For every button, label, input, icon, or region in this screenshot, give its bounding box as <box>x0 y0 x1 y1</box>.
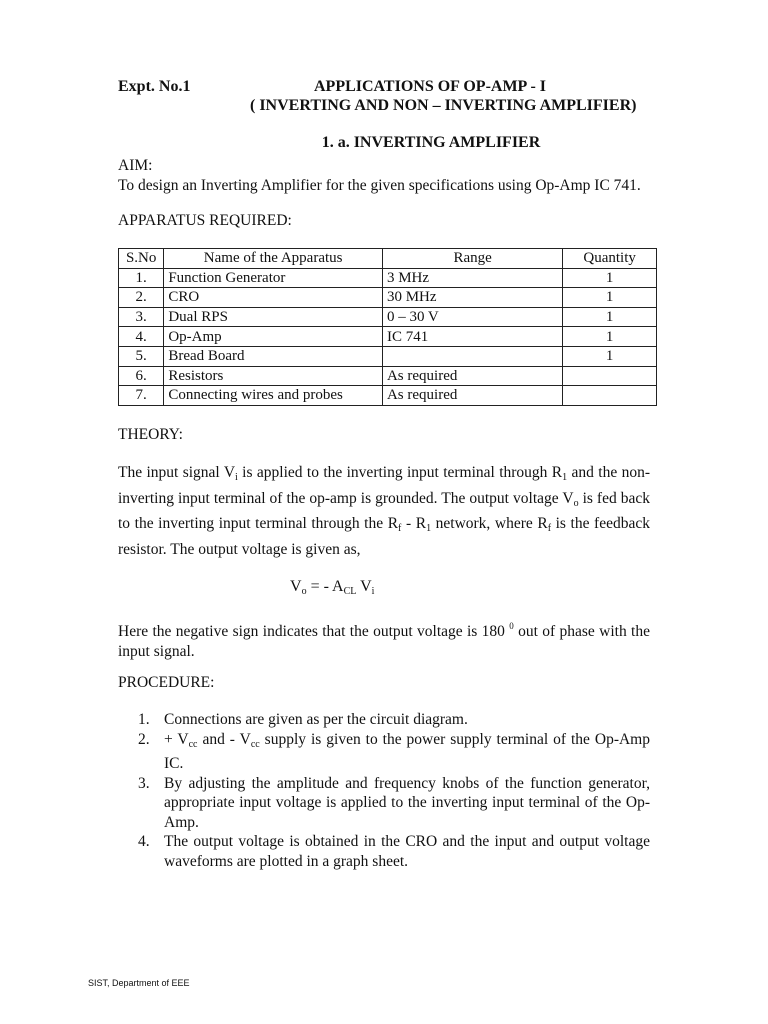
formula-part: = - A <box>306 578 344 595</box>
cell-name: Bread Board <box>164 346 383 366</box>
table-row <box>119 268 657 288</box>
subscript: o <box>301 586 307 597</box>
step-text: and - V <box>197 730 251 748</box>
theory-text: is the feedback resistor. The output voltage is given as, <box>118 515 650 558</box>
cell-range: 3 MHz <box>382 268 562 288</box>
phase-text: Here the negative sign indicates that the output voltage is 180 <box>118 623 510 640</box>
formula-part: V <box>356 578 372 595</box>
list-item <box>138 730 650 774</box>
cell-sno: 6. <box>119 366 164 386</box>
superscript: 0 <box>509 621 514 631</box>
step-text: The output voltage is obtained in the CRO and the input and output voltage waveforms are plotted in a graph sheet. <box>164 833 650 870</box>
table-row <box>119 346 657 366</box>
cell-name: Dual RPS <box>164 307 383 327</box>
cell-range: 0 – 30 V <box>382 307 562 327</box>
theory-text: and the non-inverting input terminal of the op-amp is grounded. The output voltage V <box>118 464 651 507</box>
phase-text: out of phase with the input signal. <box>118 623 650 660</box>
step-number: 3. <box>138 774 150 792</box>
cell-range: 30 MHz <box>382 288 562 308</box>
table-header-row <box>119 249 657 269</box>
cell-quantity: 1 <box>563 268 657 288</box>
step-number: 1. <box>138 711 150 728</box>
apparatus-table <box>118 248 657 406</box>
subscript: 1 <box>426 523 432 534</box>
subscript: f <box>398 523 402 534</box>
cell-quantity: 1 <box>563 346 657 366</box>
subscript: o <box>573 497 579 509</box>
cell-quantity: 1 <box>563 327 657 347</box>
list-item <box>138 774 650 833</box>
theory-text: is applied to the inverting input terminal through R <box>237 464 563 481</box>
table-row <box>119 366 657 386</box>
table-row <box>119 327 657 347</box>
aim-label: AIM: <box>118 157 153 174</box>
formula-part: V <box>290 578 302 595</box>
subscript: i <box>371 586 375 597</box>
procedure-list <box>138 710 650 871</box>
step-text: supply is given to the power supply terminal of the Op-Amp IC. <box>164 730 650 772</box>
list-item <box>138 710 650 730</box>
column-header-sno: S.No <box>119 249 164 269</box>
document-title: APPLICATIONS OF OP-AMP - I <box>314 78 546 95</box>
cell-name: Op-Amp <box>164 327 383 347</box>
cell-sno: 2. <box>119 288 164 308</box>
list-item <box>138 832 650 871</box>
subscript: CL <box>343 586 357 597</box>
cell-range: As required <box>382 386 562 406</box>
cell-quantity <box>563 366 657 386</box>
step-text: By adjusting the amplitude and frequency knobs of the function generator, appropriate input voltage is applied to the inverting input terminal of the Op-Amp. <box>164 774 650 831</box>
cell-quantity: 1 <box>563 307 657 327</box>
cell-name: Function Generator <box>164 268 383 288</box>
theory-label: THEORY: <box>118 426 183 443</box>
step-number: 4. <box>138 833 150 850</box>
column-header-quantity: Quantity <box>563 249 657 269</box>
table-row <box>119 288 657 308</box>
table-row <box>119 386 657 406</box>
cell-sno: 5. <box>119 346 164 366</box>
experiment-number: Expt. No.1 <box>118 78 191 95</box>
step-text: Connections are given as per the circuit diagram. <box>164 711 468 728</box>
cell-name: Resistors <box>164 366 383 386</box>
theory-text: - R <box>401 515 427 532</box>
gain-formula <box>290 578 374 597</box>
procedure-label: PROCEDURE: <box>118 674 215 691</box>
cell-sno: 4. <box>119 327 164 347</box>
cell-range: IC 741 <box>382 327 562 347</box>
subscript: 1 <box>562 472 568 483</box>
aim-text: To design an Inverting Amplifier for the given specifications using Op-Amp IC 741. <box>118 177 641 194</box>
page-footer: SIST, Department of EEE <box>88 978 190 988</box>
document-subtitle: ( INVERTING AND NON – INVERTING AMPLIFIER) <box>250 97 637 114</box>
subscript: f <box>547 523 552 534</box>
apparatus-label: APPARATUS REQUIRED: <box>118 212 292 229</box>
cell-sno: 3. <box>119 307 164 327</box>
section-title: 1. a. INVERTING AMPLIFIER <box>321 134 541 151</box>
cell-name: Connecting wires and probes <box>164 386 383 406</box>
step-text: + V <box>164 730 189 748</box>
theory-paragraph <box>118 463 650 560</box>
cell-range <box>382 346 562 366</box>
cell-name: CRO <box>164 288 383 308</box>
column-header-name: Name of the Apparatus <box>164 249 383 269</box>
column-header-range: Range <box>382 249 562 269</box>
cell-sno: 7. <box>119 386 164 406</box>
theory-text: network, where R <box>431 515 548 532</box>
subscript: cc <box>188 738 198 750</box>
theory-text: The input signal V <box>118 464 236 481</box>
theory-text: is fed back to the inverting input terminal through the R <box>118 489 650 532</box>
cell-sno: 1. <box>119 268 164 288</box>
cell-range: As required <box>382 366 562 386</box>
cell-quantity: 1 <box>563 288 657 308</box>
step-number: 2. <box>138 730 150 748</box>
table-row <box>119 307 657 327</box>
phase-paragraph <box>118 616 650 662</box>
cell-quantity <box>563 386 657 406</box>
subscript: i <box>235 472 238 483</box>
subscript: cc <box>250 738 260 750</box>
